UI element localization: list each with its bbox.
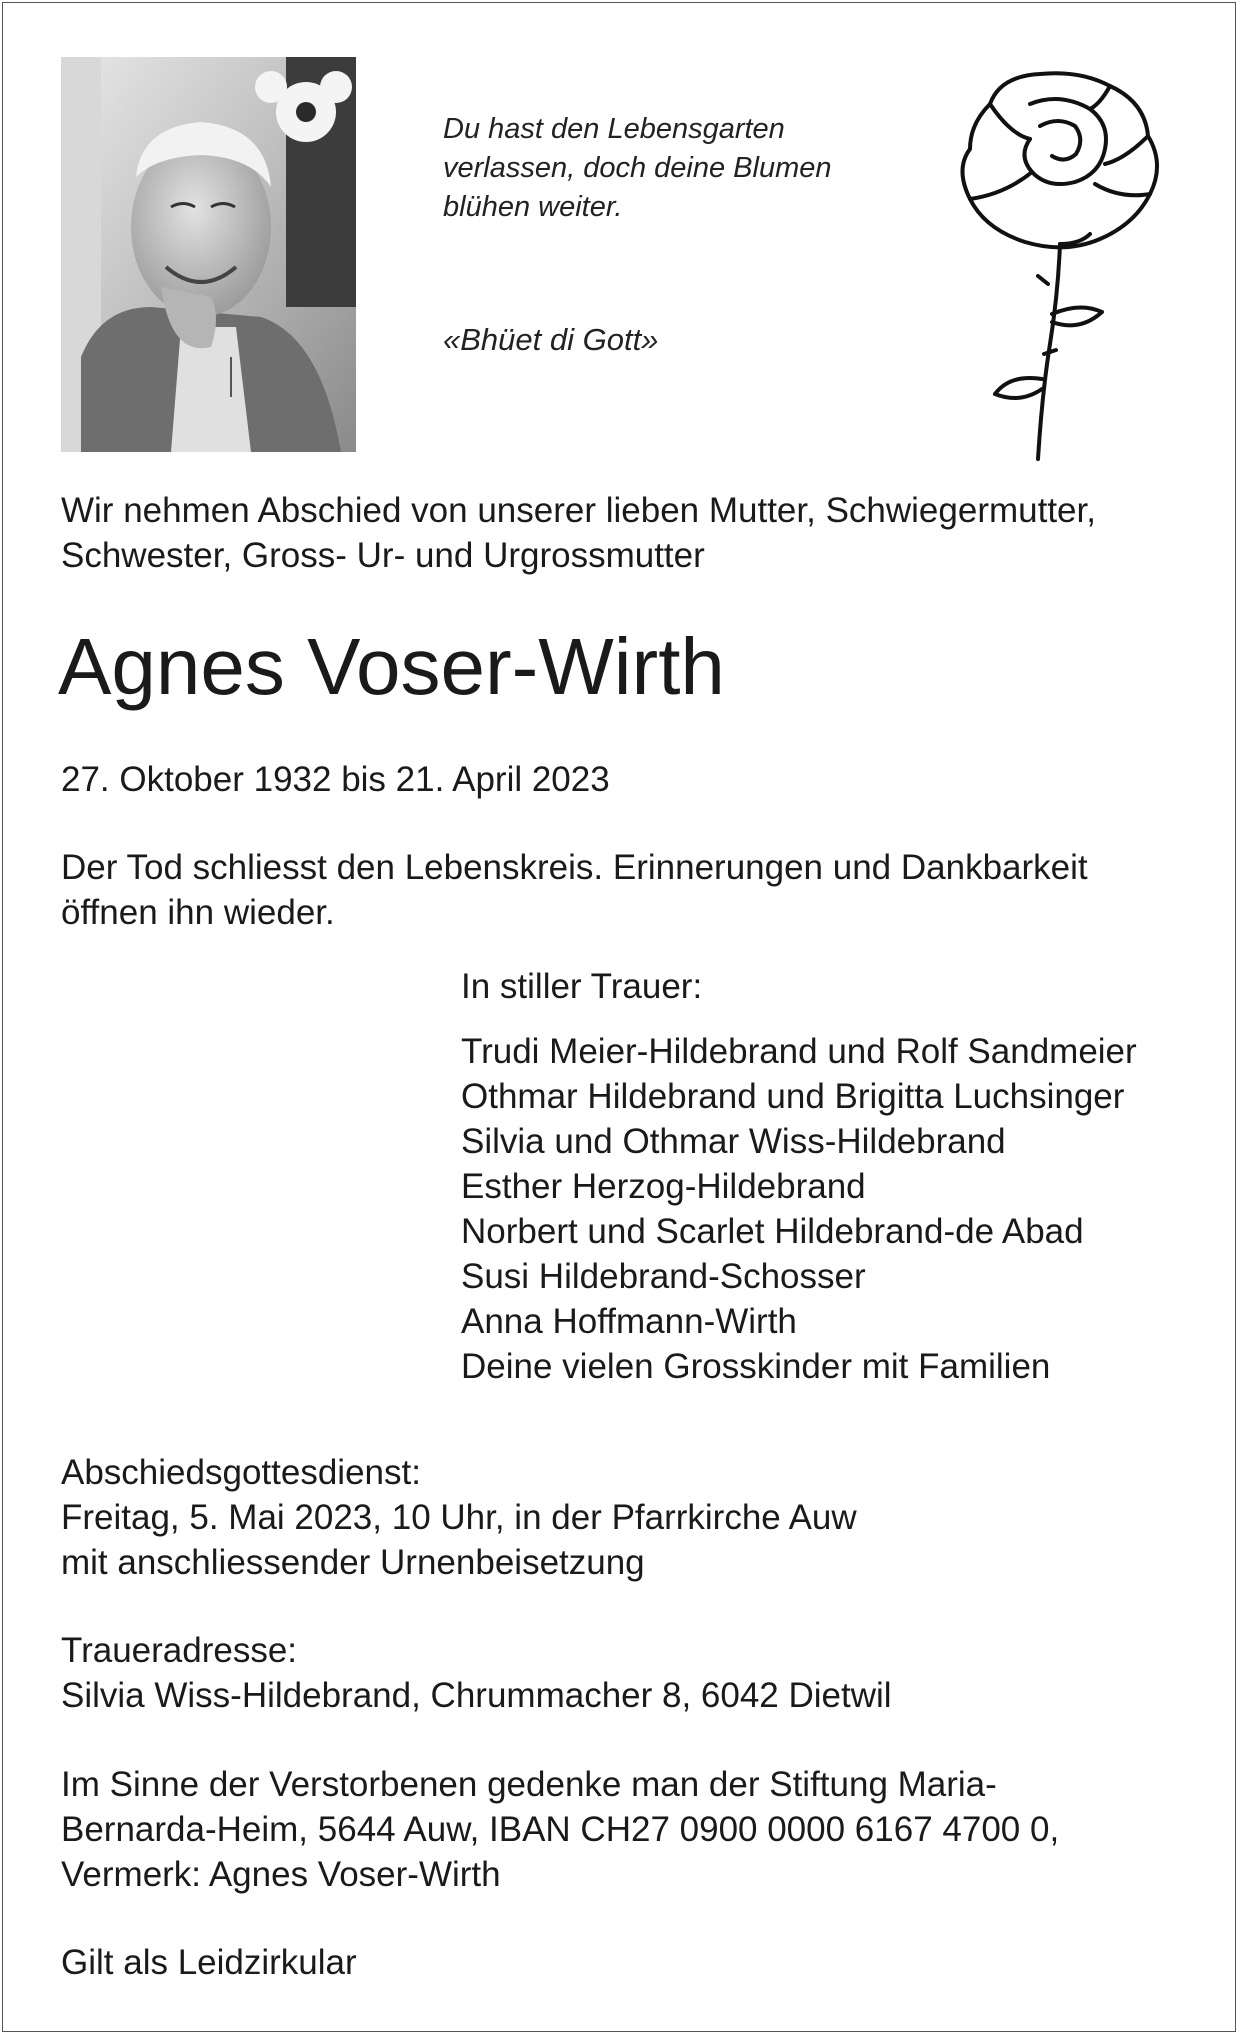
- donation-info: [61, 1762, 1059, 1897]
- life-dates: 27. Oktober 1932 bis 21. April 2023: [61, 760, 610, 799]
- mourners-list: [461, 1029, 1137, 1389]
- list-item: Deine vielen Grosskinder mit Familien: [461, 1347, 1051, 1386]
- quote-line: Der Tod schliesst den Lebenskreis. Erinnerungen und Dankbarkeit: [61, 848, 1088, 887]
- list-item: Othmar Hildebrand und Brigitta Luchsinger: [461, 1077, 1125, 1116]
- donation-line: Im Sinne der Verstorbenen gedenke man der Stiftung Maria-: [61, 1765, 997, 1804]
- service-line: Freitag, 5. Mai 2023, 10 Uhr, in der Pfarrkirche Auw: [61, 1498, 857, 1537]
- poem: [443, 110, 883, 227]
- blessing: «Bhüet di Gott»: [443, 322, 659, 357]
- quote-text: [61, 845, 1088, 935]
- address-line: Silvia Wiss-Hildebrand, Chrummacher 8, 6042 Dietwil: [61, 1676, 892, 1715]
- list-item: Esther Herzog-Hildebrand: [461, 1167, 866, 1206]
- list-item: Trudi Meier-Hildebrand und Rolf Sandmeier: [461, 1032, 1137, 1071]
- portrait-photo: [61, 57, 356, 452]
- deceased-name: Agnes Voser-Wirth: [58, 622, 725, 711]
- list-item: Anna Hoffmann-Wirth: [461, 1302, 797, 1341]
- mourners-heading: In stiller Trauer:: [461, 967, 703, 1006]
- intro-line: Schwester, Gross- Ur- und Urgrossmutter: [61, 536, 705, 575]
- intro-text: [61, 488, 1096, 578]
- mourning-address: [61, 1628, 892, 1718]
- donation-line: Bernarda-Heim, 5644 Auw, IBAN CH27 0900 0000 6167 4700 0,: [61, 1810, 1060, 1849]
- list-item: Susi Hildebrand-Schosser: [461, 1257, 866, 1296]
- service-line: mit anschliessender Urnenbeisetzung: [61, 1543, 645, 1582]
- closing-note: Gilt als Leidzirkular: [61, 1943, 357, 1982]
- quote-line: öffnen ihn wieder.: [61, 893, 335, 932]
- rose-icon: [930, 64, 1170, 464]
- address-heading: Traueradresse:: [61, 1631, 298, 1670]
- poem-line: blühen weiter.: [443, 191, 623, 223]
- service-info: [61, 1450, 857, 1585]
- poem-line: verlassen, doch deine Blumen: [443, 152, 832, 184]
- list-item: Silvia und Othmar Wiss-Hildebrand: [461, 1122, 1006, 1161]
- intro-line: Wir nehmen Abschied von unserer lieben Mutter, Schwiegermutter,: [61, 491, 1096, 530]
- service-heading: Abschiedsgottesdienst:: [61, 1453, 421, 1492]
- donation-line: Vermerk: Agnes Voser-Wirth: [61, 1855, 501, 1894]
- list-item: Norbert und Scarlet Hildebrand-de Abad: [461, 1212, 1084, 1251]
- poem-line: Du hast den Lebensgarten: [443, 113, 785, 145]
